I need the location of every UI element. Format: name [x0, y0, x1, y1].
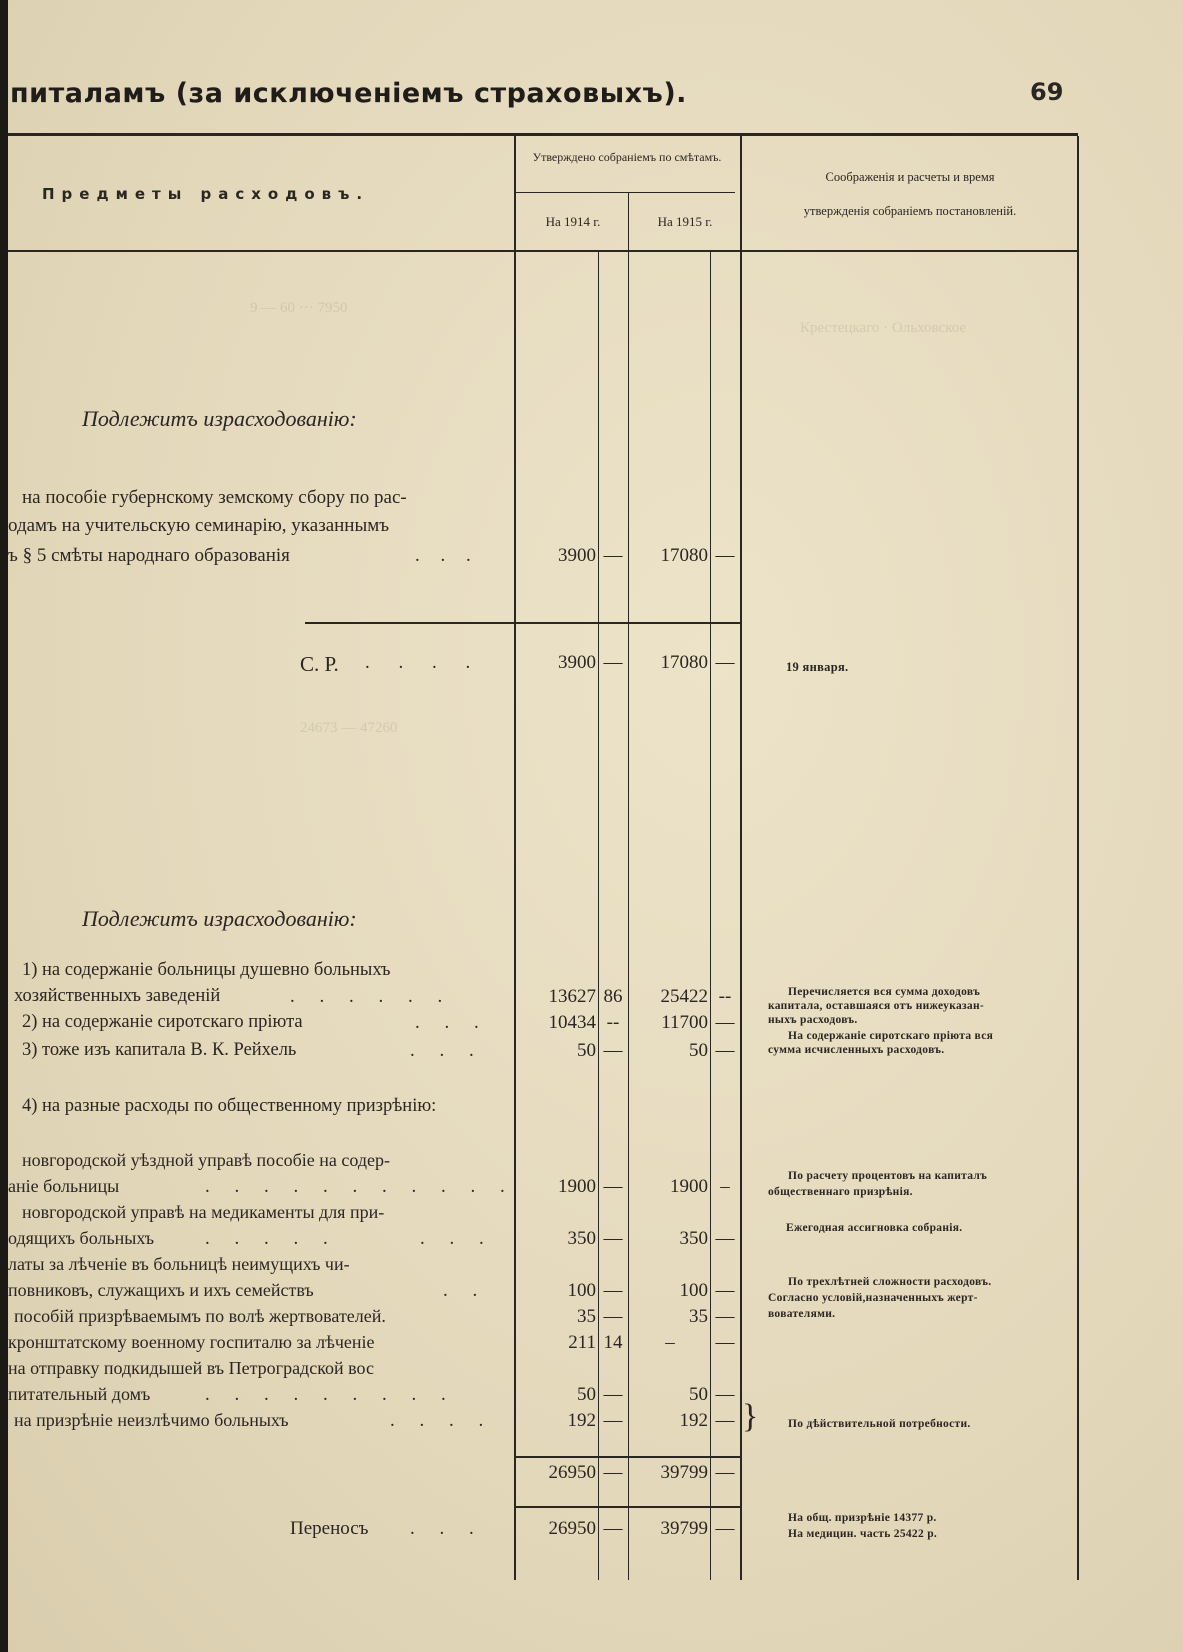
col-rule	[1077, 136, 1079, 1580]
item-line: одамъ на учительскую семинарію, указаннымъ	[8, 515, 390, 536]
carry-1915: 39799	[660, 1518, 708, 1539]
kopeks-1915: —	[715, 1410, 735, 1431]
bleed-through: Крестецкаго · Ольховское	[800, 320, 967, 336]
amount-1914: 350	[567, 1228, 596, 1249]
total-kopeks-1915: —	[715, 1462, 735, 1483]
kopeks-1915: —	[715, 1384, 735, 1405]
subtotal-rule	[515, 622, 741, 624]
item-line: 3) тоже изъ капитала В. К. Рейхель	[22, 1040, 297, 1060]
item-line: повниковъ, служащихъ и ихъ семействъ	[8, 1280, 314, 1300]
col-rule	[628, 192, 629, 1580]
leader-dots: . . . . . .	[290, 986, 453, 1007]
kopeks-1915: —	[715, 1280, 735, 1301]
carry-label: Переносъ	[290, 1518, 369, 1539]
col-rule	[710, 252, 711, 1580]
note-text: На содержаніе сиротскаго пріюта вся	[788, 1030, 994, 1042]
amount-1914: 50	[577, 1040, 596, 1061]
note-text: На медицин. часть 25422 р.	[788, 1528, 938, 1540]
item-line: ъ § 5 смѣты народнаго образованія	[8, 545, 290, 566]
header-bottom-rule	[8, 250, 1078, 252]
approved-column-header: Утверждено собраніемъ по смѣтамъ.	[532, 150, 722, 164]
amount-1914: 10434	[548, 1012, 596, 1033]
page-number: 69	[1030, 78, 1064, 106]
item-line: на пособіе губернскому земскому сбору по рас-	[22, 487, 407, 508]
binding-edge	[0, 0, 8, 1652]
amount-1915: 192	[679, 1410, 708, 1431]
table-top-rule	[8, 133, 1078, 136]
leader-dots: . . .	[410, 1518, 484, 1539]
kopeks-1914: —	[603, 1306, 623, 1327]
item-line: хозяйственныхъ заведеній	[14, 986, 221, 1006]
note-text: По расчету процентовъ на капиталъ	[788, 1170, 988, 1182]
kopeks-1914: --	[606, 1012, 620, 1033]
kopeks-1914: —	[603, 1176, 623, 1197]
kopeks-1915: —	[715, 1228, 735, 1249]
leader-dots: . . .	[410, 1040, 484, 1061]
amount-1914: 211	[568, 1332, 596, 1353]
amount-1915: 1900	[670, 1176, 708, 1197]
section-heading: Подлежитъ израсходованію:	[82, 906, 357, 931]
kopeks-1914: 14	[603, 1332, 623, 1353]
subtotal-1914: 3900	[558, 652, 596, 673]
carry-rule	[515, 1506, 741, 1508]
note-text: На общ. призрѣніе 14377 р.	[788, 1512, 937, 1524]
amount-1915: –	[665, 1332, 675, 1353]
note-text: Ежегодная ассигновка собранія.	[786, 1222, 963, 1234]
kopeks-1914: —	[603, 1228, 623, 1249]
kopeks-1914: —	[603, 1280, 623, 1301]
kopeks-1915: —	[715, 1332, 735, 1353]
page-heading: питаламъ (за исключеніемъ страховыхъ).	[10, 78, 687, 109]
note-text: вователями.	[768, 1308, 836, 1320]
note-text: капитала, оставшаяся отъ нижеуказан-	[768, 1000, 985, 1012]
col-rule	[598, 252, 599, 1580]
note-text: ныхъ расходовъ.	[768, 1014, 858, 1026]
item-line: на призрѣніе неизлѣчимо больныхъ	[14, 1410, 289, 1430]
item-line: новгородской уѣздной управѣ пособіе на содер-	[22, 1150, 390, 1170]
item-line: 1) на содержаніе больницы душевно больныхъ	[22, 960, 391, 980]
items-column-header: Предметы расходовъ.	[42, 185, 370, 203]
subtotal-kopeks-1914: —	[603, 652, 623, 673]
amount-1914: 35	[577, 1306, 596, 1327]
amount-1915: 35	[689, 1306, 708, 1327]
carry-kopeks-1914: —	[603, 1518, 623, 1539]
leader-dots: . . . . . . . . . . .	[205, 1176, 515, 1197]
note-text: Перечисляется вся сумма доходовъ	[788, 986, 981, 998]
total-1914: 26950	[548, 1462, 596, 1483]
amount-1915: 350	[679, 1228, 708, 1249]
notes-column-header-2: утвержденія собраніемъ постановленій.	[803, 204, 1017, 218]
item-line: одящихъ больныхъ	[8, 1228, 154, 1248]
amount-1915: 25422	[660, 986, 708, 1007]
carry-kopeks-1915: —	[715, 1518, 735, 1539]
col-rule	[740, 136, 742, 1580]
year-1914-header: На 1914 г.	[545, 214, 601, 229]
leader-dots: . .	[443, 1280, 488, 1301]
notes-column-header: Соображенія и расчеты и время	[825, 170, 995, 184]
kopeks-1914: —	[603, 1040, 623, 1061]
kopeks-1914: 86	[603, 986, 623, 1007]
kopeks-1915: —	[715, 1040, 735, 1061]
kopeks-1914: —	[603, 1410, 623, 1431]
leader-dots: . . . . .	[205, 1228, 338, 1249]
item-line: новгородской управѣ на медикаменты для при-	[22, 1202, 385, 1222]
note-text: общественнаго призрѣнія.	[768, 1186, 913, 1198]
kopeks-1915: —	[715, 1012, 735, 1033]
item-line: на отправку подкидышей въ Петроградской вос	[8, 1358, 374, 1378]
amount-1914: 1900	[558, 1176, 596, 1197]
kopeks-1914: —	[603, 1384, 623, 1405]
note-text: сумма исчисленныхъ расходовъ.	[768, 1044, 945, 1056]
subtotal-label: С. Р.	[300, 652, 339, 676]
total-1915: 39799	[660, 1462, 708, 1483]
amount-1915: 50	[689, 1040, 708, 1061]
bleed-through: 9 — 60 ··· 7950	[250, 300, 348, 316]
amount-1914: 3900	[558, 545, 596, 566]
kopeks-1915: —	[715, 1306, 735, 1327]
section-heading: Подлежитъ израсходованію:	[82, 406, 357, 431]
item-line: латы за лѣченіе въ больницѣ неимущихъ чи-	[8, 1254, 350, 1274]
kopeks-1915: --	[718, 986, 732, 1007]
item-line: аніе больницы	[8, 1176, 120, 1196]
brace-icon: }	[742, 1398, 759, 1435]
leader-dots: . . .	[415, 545, 479, 566]
leader-dots: . . . . . . . . .	[205, 1384, 456, 1405]
leader-dots: . . .	[420, 1228, 494, 1249]
kopeks-1915: –	[720, 1176, 730, 1197]
amount-1915: 50	[689, 1384, 708, 1405]
amount-1914: 13627	[548, 986, 596, 1007]
item-line: кронштатскому военному госпиталю за лѣченіе	[8, 1332, 375, 1352]
item-line: 2) на содержаніе сиротскаго пріюта	[22, 1012, 303, 1032]
total-kopeks-1914: —	[603, 1462, 623, 1483]
amount-1915: 17080	[660, 545, 708, 566]
leader-dots: . . . .	[390, 1410, 494, 1431]
amount-1915: 100	[679, 1280, 708, 1301]
subtotal-kopeks-1915: —	[715, 652, 735, 673]
note-text: По дѣйствительной потребности.	[788, 1418, 971, 1430]
note-text: Согласно условій,назначенныхъ жерт-	[768, 1292, 978, 1304]
item-line: пособій призрѣваемымъ по волѣ жертвователей.	[14, 1306, 386, 1326]
note-date: 19 января.	[786, 660, 849, 674]
total-rule	[515, 1456, 741, 1458]
carry-1914: 26950	[548, 1518, 596, 1539]
amount-1915: 11700	[661, 1012, 708, 1033]
item-line: питательный домъ	[8, 1384, 151, 1404]
kopeks-1915: —	[715, 545, 735, 566]
col-rule	[514, 136, 516, 1580]
year-1915-header: На 1915 г.	[657, 214, 713, 229]
kopeks-1914: —	[603, 545, 623, 566]
subtotal-1915: 17080	[660, 652, 708, 673]
subtotal-rule	[305, 622, 515, 624]
note-text: По трехлѣтней сложности расходовъ.	[788, 1276, 992, 1288]
amount-1914: 192	[567, 1410, 596, 1431]
leader-dots: . . . .	[365, 652, 483, 673]
leader-dots: . . .	[415, 1012, 489, 1033]
amount-1914: 50	[577, 1384, 596, 1405]
year-split-rule	[515, 192, 735, 193]
bleed-through: 24673 — 47260	[300, 720, 398, 736]
item-line: 4) на разные расходы по общественному призрѣнію:	[22, 1096, 437, 1116]
amount-1914: 100	[567, 1280, 596, 1301]
